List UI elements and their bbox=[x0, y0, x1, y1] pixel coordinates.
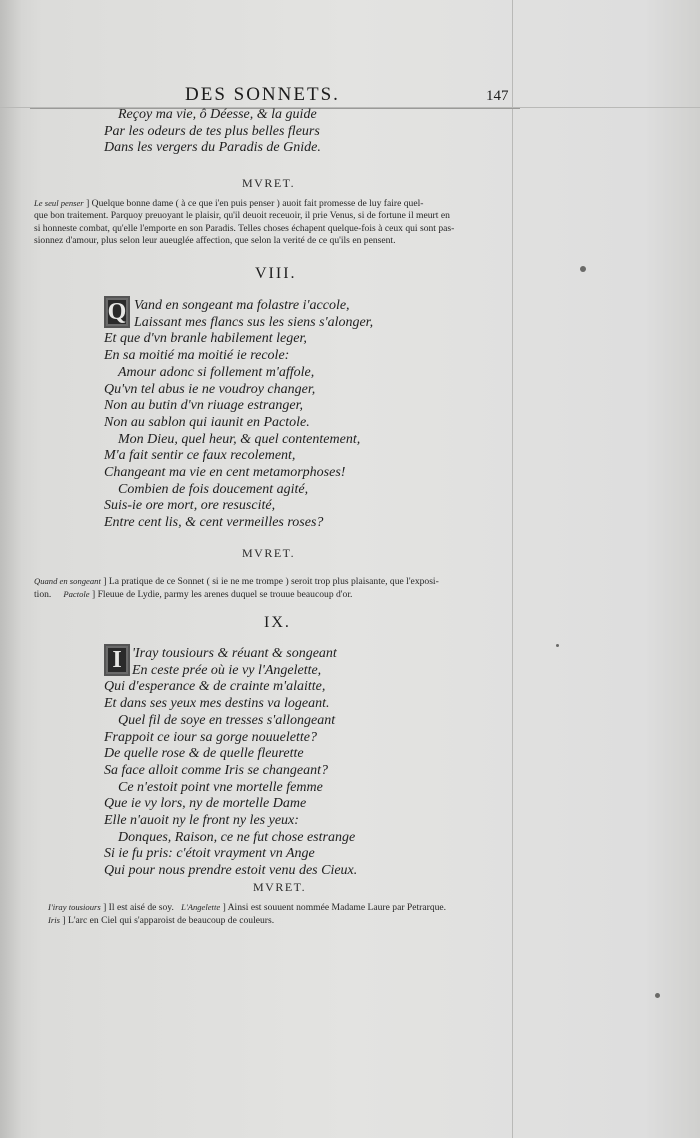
verse-line: Laissant mes flancs sus les siens s'alonger, bbox=[134, 314, 374, 330]
commentary-line: sionnez d'amour, plus selon leur aueuglée affection, que selon la verité de ce qu'ils en pensent. bbox=[34, 235, 396, 247]
verse-line: Amour adonc si follement m'affole, bbox=[118, 364, 315, 380]
sonnet-numeral-8: VIII. bbox=[255, 265, 297, 282]
verse-line: Entre cent lis, & cent vermeilles roses? bbox=[104, 515, 324, 531]
sonnet-8-text bbox=[104, 298, 373, 532]
sonnet-9-text bbox=[104, 646, 357, 880]
verse-line: Sa face alloit comme Iris se changeant? bbox=[104, 762, 328, 778]
verse-line: Si ie fu pris: c'étoit vrayment vn Ange bbox=[104, 846, 315, 862]
verse-line: Ce n'estoit point vne mortelle femme bbox=[118, 779, 323, 795]
verse-line: Que ie vy lors, ny de mortelle Dame bbox=[104, 796, 307, 812]
page-gutter bbox=[0, 0, 22, 1138]
commentary-line bbox=[34, 575, 439, 588]
page-header bbox=[0, 84, 700, 106]
commentary-label: Quand en songeant bbox=[34, 576, 101, 586]
muret-heading: MVRET. bbox=[253, 880, 307, 894]
commentary-line bbox=[34, 197, 454, 210]
commentary-text: ] Il est aisé de soy. bbox=[103, 902, 174, 913]
commentary-label: L'Angelette bbox=[181, 902, 221, 912]
verse-line: Dans les vergers du Paradis de Gnide. bbox=[104, 140, 321, 156]
commentary-line: si honneste combat, qu'elle l'emporte en son Paradis. Telles choses échapent quelque-fois à ceux qui sont pas- bbox=[34, 222, 455, 234]
verse-line: Elle n'auoit ny le front ny les yeux: bbox=[104, 813, 299, 829]
ink-spot bbox=[655, 993, 660, 998]
verse-line: M'a fait sentir ce faux recolement, bbox=[104, 448, 296, 464]
verse-line: En sa moitié ma moitié ie recole: bbox=[104, 348, 290, 364]
commentary-text: ] Quelque bonne dame ( à ce que i'en puis penser ) auoit fait promesse de luy faire quel- bbox=[86, 198, 424, 209]
muret-heading: MVRET. bbox=[242, 546, 296, 560]
verse-line: De quelle rose & de quelle fleurette bbox=[104, 746, 304, 762]
verse-line: Vand en songeant ma folastre i'accole, bbox=[134, 298, 350, 313]
commentary-3 bbox=[48, 901, 446, 928]
commentary-text: ] Ainsi est souuent nommée Madame Laure par Petrarque. bbox=[222, 902, 447, 913]
stanza-end bbox=[104, 107, 321, 157]
sonnet-numeral-9: IX. bbox=[264, 614, 291, 631]
commentary-1 bbox=[34, 197, 454, 248]
commentary-text: tion. bbox=[34, 589, 52, 601]
verse-line: Non au butin d'vn riuage estranger, bbox=[104, 398, 303, 414]
verse-line: Qu'vn tel abus ie ne voudroy changer, bbox=[104, 381, 316, 397]
muret-heading: MVRET. bbox=[242, 176, 296, 190]
running-title: DES SONNETS. bbox=[185, 84, 340, 105]
commentary-label: Iris bbox=[48, 915, 60, 926]
ink-spot bbox=[556, 644, 559, 647]
commentary-line bbox=[48, 914, 446, 927]
verse-line: Combien de fois doucement agité, bbox=[118, 481, 309, 497]
verse-line: Qui d'esperance & de crainte m'alaitte, bbox=[104, 679, 326, 695]
verse-line: Par les odeurs de tes plus belles fleurs bbox=[104, 123, 320, 139]
commentary-line: que bon traitement. Parquoy preuoyant le plaisir, qu'il deuoit receuoir, il prie Venus, si de fortune il meurt en bbox=[34, 210, 450, 222]
verse-line: Reçoy ma vie, ô Déesse, & la guide bbox=[118, 107, 317, 122]
verse-line: Changeant ma vie en cent metamorphoses! bbox=[104, 465, 346, 481]
commentary-line bbox=[48, 901, 446, 914]
ink-spot bbox=[580, 266, 586, 272]
verse-line: Frappoit ce iour sa gorge nouuelette? bbox=[104, 729, 317, 745]
commentary-2 bbox=[34, 575, 439, 602]
dropcap-letter: I bbox=[112, 647, 122, 673]
page-number: 147 bbox=[486, 88, 509, 104]
commentary-label: I'iray tousiours bbox=[48, 902, 101, 912]
verse-line: En ceste prée où ie vy l'Angelette, bbox=[132, 662, 322, 678]
commentary-label: Pactole bbox=[63, 589, 90, 600]
verse-line: 'Iray tousiours & réuant & songeant bbox=[132, 646, 337, 661]
commentary-line bbox=[34, 588, 439, 601]
commentary-text: ] Fleuue de Lydie, parmy les arenes duquel se trouue beaucoup d'or. bbox=[91, 589, 353, 601]
verse-line: Et que d'vn branle habilement leger, bbox=[104, 331, 307, 347]
commentary-label: Le seul penser bbox=[34, 198, 84, 208]
verse-line: Quel fil de soye en tresses s'allongeant bbox=[118, 712, 336, 728]
commentary-text: ] L'arc en Ciel qui s'apparoist de beaucoup de couleurs. bbox=[62, 915, 275, 927]
scan-rule bbox=[512, 0, 513, 1138]
dropcap-letter: Q bbox=[107, 299, 127, 325]
verse-line: Et dans ses yeux mes destins va logeant. bbox=[104, 696, 330, 712]
verse-line: Qui pour nous prendre estoit venu des Cieux. bbox=[104, 863, 358, 879]
verse-line: Donques, Raison, ce ne fut chose estrange bbox=[118, 829, 356, 845]
verse-line: Non au sablon qui iaunit en Pactole. bbox=[104, 414, 310, 430]
commentary-text: ] La pratique de ce Sonnet ( si ie ne me trompe ) seroit trop plus plaisante, que l'exposi- bbox=[103, 576, 439, 587]
verse-line: Mon Dieu, quel heur, & quel contentement, bbox=[118, 431, 361, 447]
verse-line: Suis-ie ore mort, ore resuscité, bbox=[104, 498, 276, 514]
